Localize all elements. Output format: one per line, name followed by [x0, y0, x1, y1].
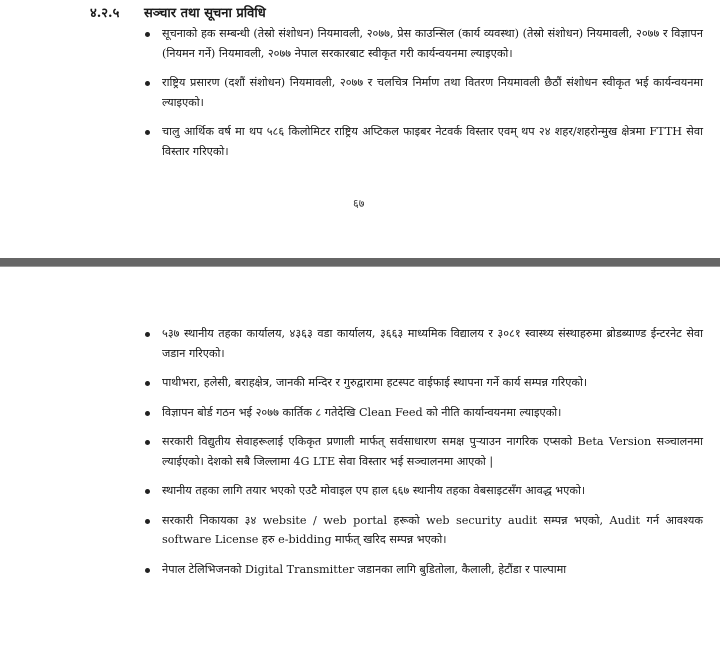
section-heading [90, 3, 266, 21]
document-page-top [0, 0, 720, 258]
list-item [143, 324, 703, 363]
list-item [143, 481, 703, 501]
list-item-text: ५३७ स्थानीय तहका कार्यालय, ४३६३ वडा कार्यालय, ३६६३ माध्यमिक विद्यालय र ३०८१ स्वास्थ्य संस्थाहरुमा ब्रोडब्याण्ड ईन्टरनेट सेवा जडान गरिएको। [162, 327, 703, 360]
bullet-icon [145, 411, 150, 416]
list-item [143, 73, 703, 112]
bullet-icon [145, 81, 150, 86]
bullet-icon [145, 32, 150, 37]
list-item [143, 432, 703, 471]
list-item-text: सरकारी विद्युतीय सेवाहरूलाई एकिकृत प्रणाली मार्फत् सर्वसाधारण समक्ष पुर्‍याउन नागरिक एप्सको Beta Version सञ्चालनमा ल्याईएको। देशको सबै जिल्लामा 4G LTE सेवा विस्तार भई सञ्चालनमा आएको | [162, 435, 703, 468]
list-item-text: नेपाल टेलिभिजनको Digital Transmitter जडानका लागि बुडितोला, कैलाली, हेटौंडा र पाल्पामा [162, 562, 567, 576]
section-number: ४.२.५ [90, 6, 120, 21]
list-item [143, 511, 703, 550]
bullet-list-top [143, 24, 703, 171]
list-item-text: विज्ञापन बोर्ड गठन भई २०७७ कार्तिक ८ गतेदेखि Clean Feed को नीति कार्यान्वयनमा ल्याइएको। [162, 405, 562, 419]
bullet-icon [145, 440, 150, 445]
document-page-bottom [0, 267, 720, 660]
list-item-text: स्थानीय तहका लागि तयार भएको एउटै मोवाइल एप हाल ६६७ स्थानीय तहका वेबसाइटसँग आवद्ध भएको। [162, 484, 586, 497]
list-item [143, 24, 703, 63]
list-item [143, 560, 703, 580]
bullet-icon [145, 489, 150, 494]
list-item [143, 373, 703, 393]
list-item [143, 403, 703, 423]
section-title: सञ्चार तथा सूचना प्रविधि [144, 6, 266, 21]
bullet-icon [145, 130, 150, 135]
bullet-list-bottom [143, 324, 703, 589]
bullet-icon [145, 519, 150, 524]
list-item-text: राष्ट्रिय प्रसारण (दशौं संशोधन) नियमावली, २०७७ र चलचित्र निर्माण तथा वितरण नियमावली छैठौं संशोधन स्वीकृत भई कार्यन्वयनमा ल्याइएको। [162, 76, 703, 109]
list-item-text: चालु आर्थिक वर्ष मा थप ५८६ किलोमिटर राष्ट्रिय अप्टिकल फाइबर नेटवर्क विस्तार एवम् थप २४ शहर/शहरोन्मुख क्षेत्रमा FTTH सेवा विस्तार गरिएको। [162, 125, 703, 158]
page-number: ६७ [353, 197, 365, 210]
list-item-text: सरकारी निकायका ३४ website / web portal हरूको web security audit सम्पन्न भएको, Audit गर्न आवश्यक software License हरु e-bidding मार्फत् खरिद सम्पन्न भएको। [162, 513, 703, 546]
list-item-text: सूचनाको हक सम्बन्धी (तेस्रो संशोधन) नियमावली, २०७७, प्रेस काउन्सिल (कार्य व्यवस्था) (तेस्रो संशोधन) नियमावली, २०७७ र विज्ञापन (नियमन गर्ने) नियमावली, २०७७ नेपाल सरकारबाट स्वीकृत गरी कार्यन्वयनमा ल्याइएको। [162, 27, 703, 60]
bullet-icon [145, 332, 150, 337]
page-separator [0, 258, 720, 267]
list-item [143, 122, 703, 161]
bullet-icon [145, 568, 150, 573]
list-item-text: पाथीभरा, हलेसी, बराहक्षेत्र, जानकी मन्दिर र गुरुद्वारामा हटस्पट वाईफाई स्थापना गर्ने कार्य सम्पन्न गरिएको। [162, 376, 588, 389]
bullet-icon [145, 381, 150, 386]
